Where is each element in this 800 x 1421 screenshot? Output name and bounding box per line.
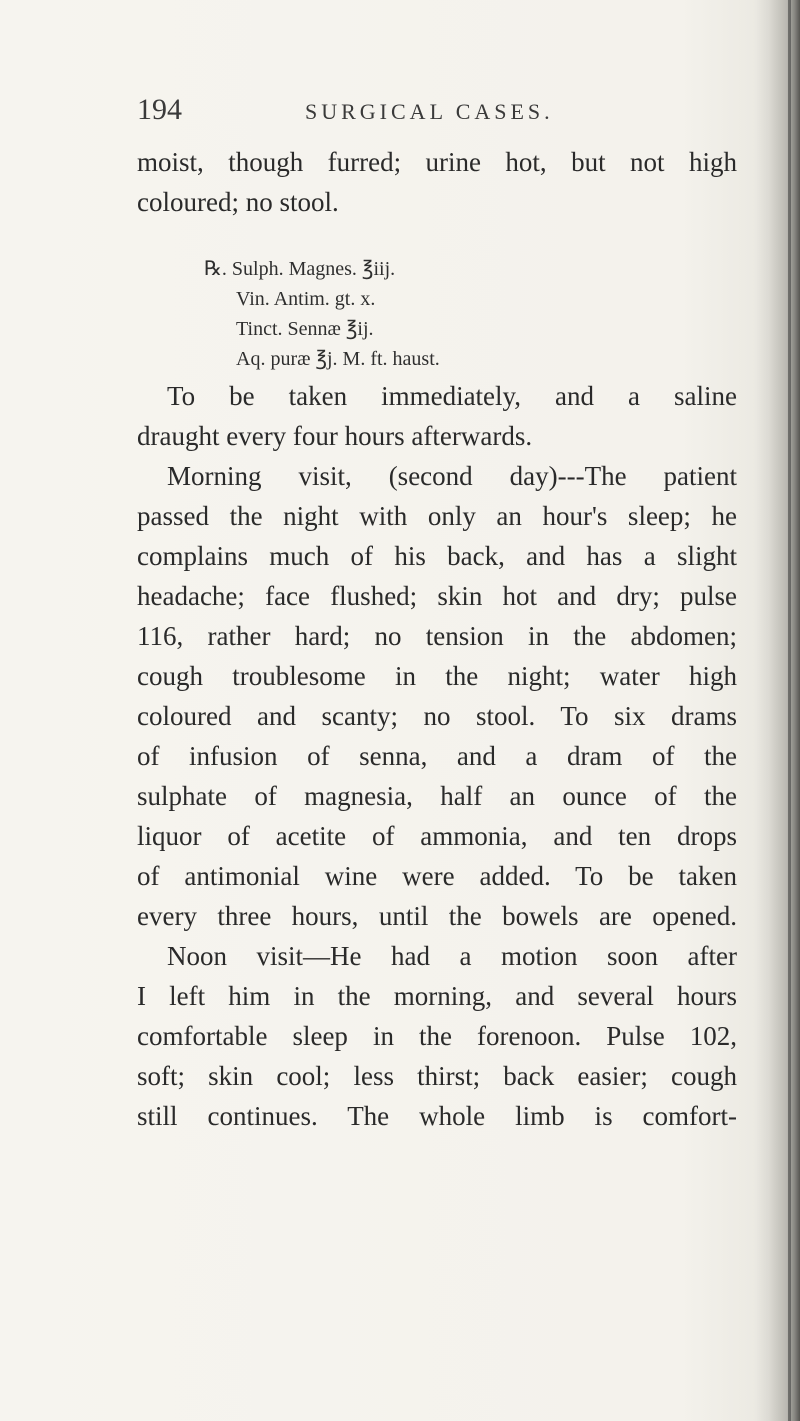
text-line: Noon visit—He had a motion soon after: [167, 941, 737, 971]
text-line: cough troublesome in the night; water high: [137, 661, 737, 691]
text-line: draught every four hours afterwards.: [137, 421, 533, 451]
prescription-line: Vin. Antim. gt. x.: [236, 288, 376, 310]
text-line: every three hours, until the bowels are opened.: [137, 901, 737, 931]
text-line: To be taken immediately, and a saline: [167, 381, 737, 411]
text-block-body: [137, 376, 737, 1136]
page-number: 194: [137, 93, 182, 126]
text-line: Morning visit, (second day)---The patient: [167, 461, 737, 491]
text-line: 116, rather hard; no tension in the abdomen;: [137, 621, 737, 651]
text-line: soft; skin cool; less thirst; back easier; cough: [137, 1061, 737, 1091]
prescription-line: Tinct. Sennæ ℥ij.: [236, 318, 374, 340]
text-line: headache; face flushed; skin hot and dry; pulse: [137, 581, 737, 611]
page-edge-shadow: [756, 0, 800, 1421]
text-line: coloured; no stool.: [137, 187, 339, 217]
text-line: I left him in the morning, and several hours: [137, 981, 737, 1011]
running-head: SURGICAL CASES.: [305, 99, 554, 124]
prescription-line: ℞. Sulph. Magnes. ℥iij.: [204, 258, 396, 280]
text-line: sulphate of magnesia, half an ounce of the: [137, 781, 737, 811]
text-block-top: [137, 142, 737, 222]
prescription-line: Aq. puræ ℥j. M. ft. haust.: [236, 348, 440, 370]
text-line: complains much of his back, and has a slight: [137, 541, 737, 571]
prescription-block: [204, 254, 604, 374]
text-line: of antimonial wine were added. To be taken: [137, 861, 737, 891]
text-line: comfortable sleep in the forenoon. Pulse 102,: [137, 1021, 737, 1051]
text-line: liquor of acetite of ammonia, and ten drops: [137, 821, 737, 851]
text-line: still continues. The whole limb is comfort-: [137, 1101, 737, 1131]
text-line: of infusion of senna, and a dram of the: [137, 741, 737, 771]
text-line: coloured and scanty; no stool. To six drams: [137, 701, 737, 731]
text-line: moist, though furred; urine hot, but not high: [137, 147, 737, 177]
text-line: passed the night with only an hour's sleep; he: [137, 501, 737, 531]
page-header: [137, 90, 737, 130]
binding-edge: [788, 0, 791, 1421]
